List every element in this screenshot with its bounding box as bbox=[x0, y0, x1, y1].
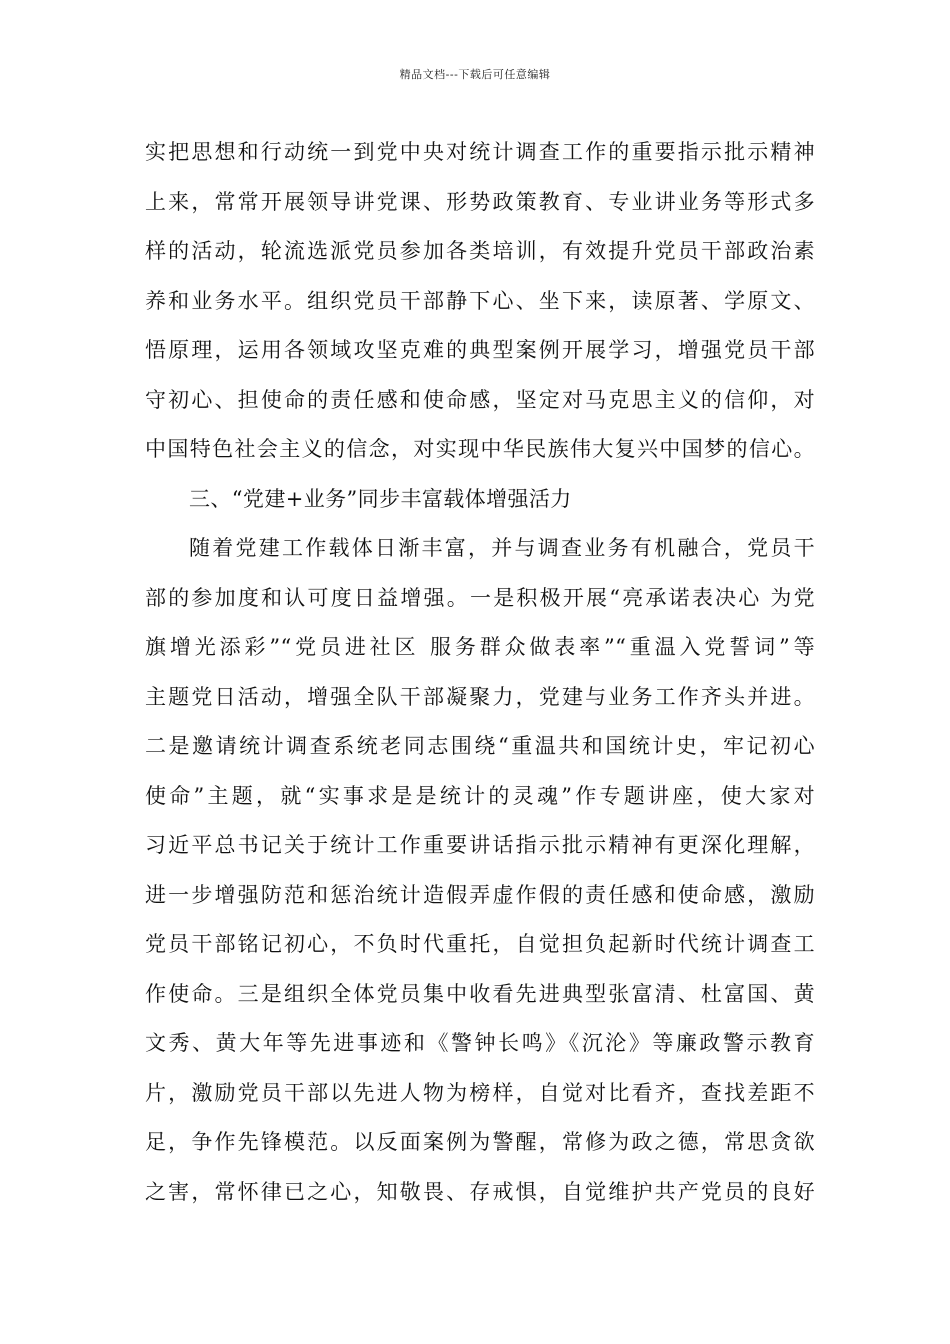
text-line: 进一步增强防范和惩治统计造假弄虚作假的责任感和使命感，激励 bbox=[145, 882, 815, 907]
text-line: 养和业务水平。组织党员干部静下心、坐下来，读原著、学原文、 bbox=[145, 288, 815, 313]
text-line: 守初心、担使命的责任感和使命感，坚定对马克思主义的信仰，对 bbox=[145, 387, 815, 412]
text-line: 主题党日活动，增强全队干部凝聚力，党建与业务工作齐头并进。 bbox=[145, 684, 815, 709]
text-line: 片，激励党员干部以先进人物为榜样，自觉对比看齐，查找差距不 bbox=[145, 1080, 815, 1105]
text-line: 足，争作先锋模范。以反面案例为警醒，常修为政之德，常思贪欲 bbox=[145, 1130, 815, 1154]
text-line: 上来，常常开展领导讲党课、形势政策教育、专业讲业务等形式多 bbox=[145, 189, 815, 214]
text-line: 习近平总书记关于统计工作重要讲话指示批示精神有更深化理解， bbox=[145, 833, 815, 857]
paragraph-first-line: 随着党建工作载体日渐丰富，并与调查业务有机融合，党员干 bbox=[189, 536, 815, 560]
text-line: 样的活动，轮流选派党员参加各类培训，有效提升党员干部政治素 bbox=[145, 239, 815, 263]
text-line: 二是邀请统计调查系统老同志围绕“重温共和国统计史，牢记初心 bbox=[145, 734, 815, 758]
text-line: 使命”主题，就“实事求是是统计的灵魂”作专题讲座，使大家对 bbox=[145, 783, 815, 808]
text-line: 党员干部铭记初心，不负时代重托，自觉担负起新时代统计调查工 bbox=[145, 932, 815, 956]
text-line: 部的参加度和认可度日益增强。一是积极开展“亮承诺表决心 为党 bbox=[145, 585, 815, 610]
text-line: 作使命。三是组织全体党员集中收看先进典型张富清、杜富国、黄 bbox=[145, 981, 815, 1006]
text-line: 中国特色社会主义的信念，对实现中华民族伟大复兴中国梦的信心。 bbox=[145, 437, 815, 461]
text-line: 旗增光添彩”“党员进社区 服务群众做表率”“重温入党誓词”等 bbox=[145, 635, 815, 659]
page-header: 精品文档---下载后可任意编辑 bbox=[399, 68, 551, 81]
document-body bbox=[145, 128, 815, 1217]
text-line: 文秀、黄大年等先进事迹和《警钟长鸣》《沉沦》等廉政警示教育 bbox=[145, 1031, 815, 1055]
text-line: 悟原理，运用各领域攻坚克难的典型案例开展学习，增强党员干部 bbox=[145, 338, 815, 362]
section-heading: 三、“党建+业务”同步丰富载体增强活力 bbox=[189, 486, 572, 511]
text-line: 实把思想和行动统一到党中央对统计调查工作的重要指示批示精神 bbox=[145, 140, 815, 164]
text-line: 之害，常怀律已之心，知敬畏、存戒惧，自觉维护共产党员的良好 bbox=[145, 1179, 815, 1204]
